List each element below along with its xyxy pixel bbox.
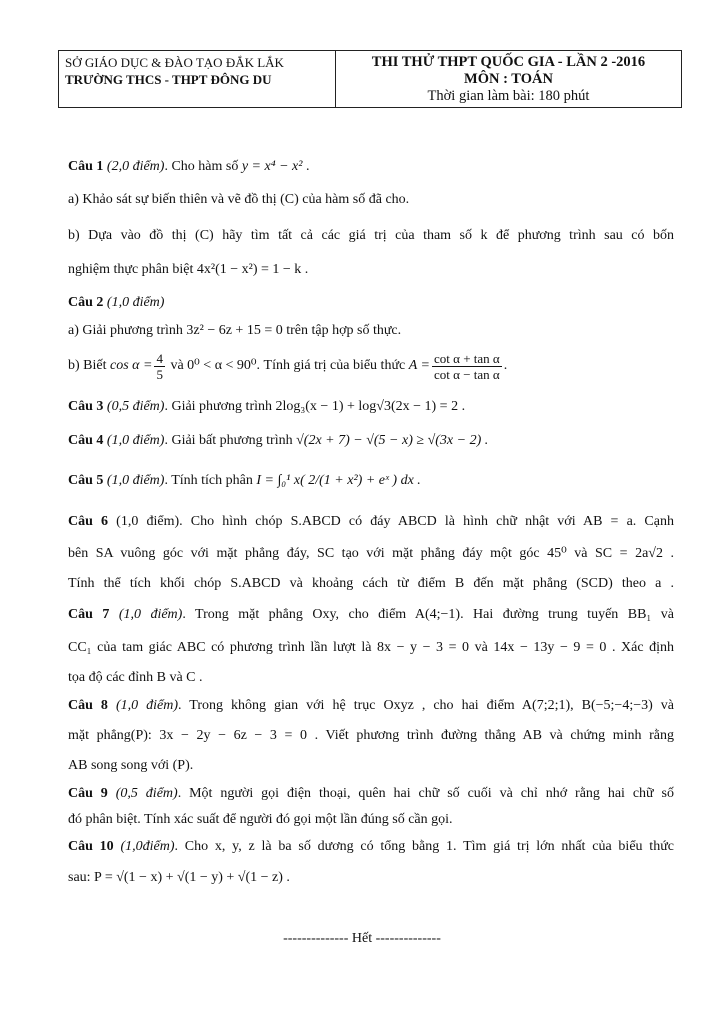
question-3 (68, 398, 674, 416)
question-points: (1,0 điểm) (106, 433, 165, 448)
question-points: (1,0điểm) (120, 839, 175, 854)
question-9-line2: đó phân biệt. Tính xác suất để người đó gọi một lần đúng số cần gọi. (68, 812, 453, 827)
question-text: . Tính tích phân (164, 473, 253, 488)
question-points: (1,0 điểm) (118, 607, 183, 622)
question-text: . Giải bất phương trình (164, 433, 293, 448)
question-points: (1,0 điểm) (115, 698, 179, 713)
question-1b-line1: b) Dựa vào đồ thị (C) hãy tìm tất cả các giá trị của tham số k để phương trình sau có bốn (68, 228, 674, 243)
question-text: . Một người gọi điện thoại, quên hai chữ số cuối và chỉ nhớ rằng hai chữ số (177, 786, 674, 801)
A-expr: A = (408, 358, 430, 373)
question-points: (2,0 điểm) (106, 159, 165, 174)
question-9-line1 (68, 785, 674, 803)
numerator: cot α + tan α (434, 350, 500, 366)
question-10-line2: sau: P = √(1 − x) + √(1 − y) + √(1 − z) . (68, 870, 290, 885)
question-points: (0,5 điểm) (115, 786, 178, 801)
question-2 (68, 294, 674, 312)
numerator: 4 (156, 350, 163, 366)
question-label: Câu 9 (68, 786, 108, 801)
question-text: . Trong không gian với hệ trục Oxyz , cho hai điểm A(7;2;1), B(−5;−4;−3) và (178, 698, 675, 713)
fraction-cot-tan (432, 351, 502, 382)
question-6-line2: bên SA vuông góc với mặt phẳng đáy, SC tạo với mặt phẳng đáy một góc 45⁰ và SC = 2a√2 . (68, 546, 674, 561)
question-text: . Cho x, y, z là ba số dương có tổng bằng 1. Tìm giá trị lớn nhất của biểu thức (174, 839, 675, 854)
question-label: Câu 2 (68, 295, 104, 310)
exam-header (58, 50, 682, 108)
function-expr: y = x⁴ − x² (241, 159, 303, 174)
school-name: TRƯỜNG THCS - THPT ĐÔNG DU (65, 72, 272, 87)
question-1a: a) Khảo sát sự biến thiên và vẽ đồ thị (C) của hàm số đã cho. (68, 192, 410, 207)
question-1: Câu 1 (2,0 điểm). Cho hàm số y = x⁴ − x² . (68, 159, 310, 174)
question-7-line2: CC₁ của tam giác ABC có phương trình lần lượt là 8x − y − 3 = 0 và 14x − 13y − 9 = 0 . Xác định (68, 640, 674, 655)
question-label: Câu 7 (68, 607, 110, 622)
denominator: 5 (156, 366, 163, 382)
inequality-expr: √(2x + 7) − √(5 − x) ≥ √(3x − 2) . (296, 433, 489, 448)
question-1b-line2: nghiệm thực phân biệt 4x²(1 − x²) = 1 − k . (68, 262, 309, 277)
question-4 (68, 432, 674, 450)
question-2a: a) Giải phương trình 3z² − 6z + 15 = 0 trên tập hợp số thực. (68, 323, 402, 338)
question-6-line3: Tính thể tích khối chóp S.ABCD và khoảng cách từ điểm B đến mặt phẳng (SCD) theo a . (68, 576, 674, 591)
question-text: . Cho hình chóp S.ABCD có đáy ABCD là hình chữ nhật với AB = a. Cạnh (179, 514, 674, 529)
question-7-line1 (68, 606, 674, 624)
header-right (336, 51, 681, 107)
subject: MÔN : TOÁN (464, 71, 553, 87)
end-marker: -------------- Hết -------------- (283, 931, 441, 946)
question-label: Câu 3 (68, 399, 104, 414)
question-7-line3: tọa độ các đỉnh B và C . (68, 670, 203, 685)
question-label: Câu 10 (68, 839, 114, 854)
question-label: Câu 5 (68, 473, 104, 488)
fraction-4-5 (154, 351, 165, 382)
question-text: . Cho hàm số (164, 159, 239, 174)
department-name: SỞ GIÁO DỤC & ĐÀO TẠO ĐẮK LẮK (65, 55, 284, 70)
question-text: b) Biết (68, 358, 107, 373)
question-6-line1 (68, 513, 674, 531)
question-points: (1,0 điểm) (106, 473, 165, 488)
question-text: và 0⁰ < α < 90⁰. Tính giá trị của biểu thức (170, 358, 406, 373)
question-8-line3: AB song song với (P). (68, 758, 194, 773)
denominator: cot α − tan α (434, 366, 500, 382)
question-label: Câu 8 (68, 698, 108, 713)
question-points: (0,5 điểm) (106, 399, 165, 414)
question-5 (68, 472, 674, 490)
question-label: Câu 6 (68, 514, 109, 529)
exam-title: THI THỬ THPT QUỐC GIA - LẦN 2 -2016 (371, 54, 646, 70)
question-10-line1 (68, 838, 674, 856)
question-label: Câu 4 (68, 433, 104, 448)
header-left (59, 51, 336, 107)
question-text: . Trong mặt phẳng Oxy, cho điểm A(4;−1). Hai đường trung tuyến BB₁ và (182, 607, 674, 622)
question-8-line2: mặt phẳng(P): 3x − 2y − 6z − 3 = 0 . Viết phương trình đường thẳng AB và chứng minh rằng (68, 728, 674, 743)
cos-expr: cos α = (110, 358, 153, 373)
integral-expr: I = ∫₀¹ x( 2/(1 + x²) + eˣ ) dx . (256, 473, 421, 488)
question-points: (1,0 điểm) (106, 295, 165, 310)
question-text: . Giải phương trình 2log₃(x − 1) + log√3(2x − 1) = 2 . (164, 399, 466, 414)
question-8-line1 (68, 697, 674, 715)
question-label: Câu 1 (68, 159, 104, 174)
question-points: (1,0 điểm) (116, 514, 180, 529)
duration: Thời gian làm bài: 180 phút (427, 88, 590, 104)
question-2b: b) Biết cos α = $\frac{4}{5}$ và 0⁰ < α < 90⁰. Tính giá trị của biểu thức A = $\frac{\text{cot α + tan α}}{\text{cot α − tan α}}$ . (68, 350, 508, 382)
